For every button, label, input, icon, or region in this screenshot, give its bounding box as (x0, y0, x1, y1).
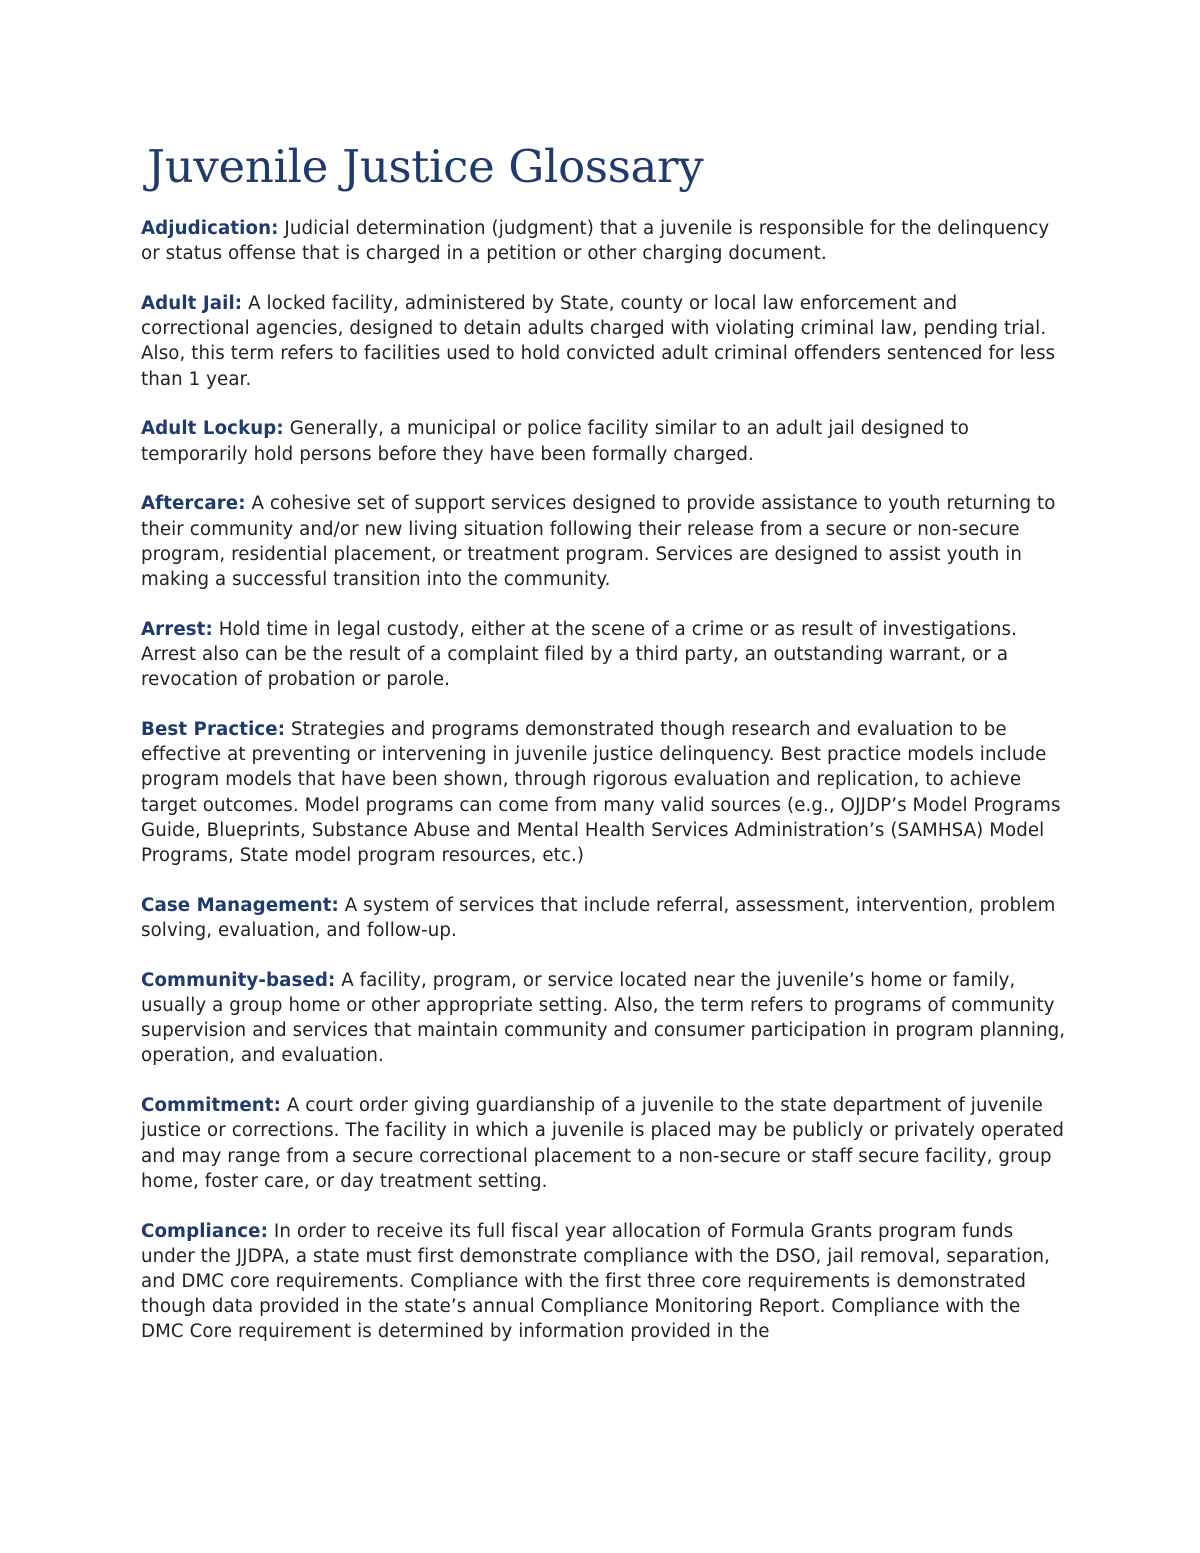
glossary-term: Adult Lockup: (141, 418, 284, 440)
glossary-definition: Judicial determination (judgment) that a juvenile is responsible for the delinquency or status offense that is charged in a petition or other charging document. (141, 218, 1050, 265)
glossary-definition: A facility, program, or service located near the juvenile’s home or family, usually a group home or other appropriate setting. Also, the term refers to programs of community supervision and services that maintain community and consumer participation in program planning, operation, and evaluation. (141, 969, 1066, 1067)
glossary-entry-adjudication (141, 216, 1066, 266)
glossary-definition: A system of services that include referral, assessment, intervention, problem solving, evaluation, and follow-up. (141, 894, 1056, 942)
glossary-definition: A cohesive set of support services designed to provide assistance to youth returning to their community and/or new living situation following their release from a secure or non-secure program, residential placement, or treatment program. Services are designed to assist youth in making a successful transition into the community. (141, 493, 1056, 591)
glossary-entry-aftercare (141, 491, 1066, 592)
glossary-definition: In order to receive its full fiscal year allocation of Formula Grants program funds under the JJDPA, a state must first demonstrate compliance with the DSO, jail removal, separation, and DMC core requirements. Compliance with the first three core requirements is demonstrated though data provided in the state’s annual Compliance Monitoring Report. Compliance with the DMC Core requirement is determined by information provided in the (141, 1220, 1051, 1343)
glossary-term: Community-based: (141, 969, 336, 991)
glossary-entry-commitment (141, 1093, 1066, 1194)
glossary-definition: Strategies and programs demonstrated though research and evaluation to be effective at preventing or intervening in juvenile justice delinquency. Best practice models include program models that have been shown, through rigorous evaluation and replication, to achieve target outcomes. Model programs can come from many valid sources (e.g., OJJDP’s Model Programs Guide, Blueprints, Substance Abuse and Mental Health Services Administration’s (SAMHSA) Model Programs, State model program resources, etc.) (141, 719, 1061, 867)
glossary-entry-community-based (141, 968, 1066, 1069)
glossary-term: Commitment: (141, 1095, 281, 1117)
page-title: Juvenile Justice Glossary (147, 140, 704, 193)
glossary-term: Adult Jail: (141, 293, 243, 314)
glossary-term: Arrest: (141, 618, 213, 640)
glossary-entry-adult-jail (141, 291, 1066, 392)
glossary-term: Compliance: (141, 1220, 268, 1242)
glossary-term: Adjudication: (141, 218, 279, 239)
glossary-entry-adult-lockup (141, 416, 1066, 466)
glossary-definition: Generally, a municipal or police facility similar to an adult jail designed to temporarily hold persons before they have been formally charged. (141, 418, 970, 465)
glossary-entry-compliance (141, 1219, 1066, 1345)
glossary-term: Best Practice: (141, 719, 286, 741)
glossary-entry-best-practice (141, 717, 1066, 868)
glossary-term: Aftercare: (141, 493, 246, 515)
glossary-definition: A court order giving guardianship of a juvenile to the state department of juvenile justice or corrections. The facility in which a juvenile is placed may be publicly or privately operated and may range from a secure correctional placement to a non-secure or staff secure facility, group home, foster care, or day treatment setting. (141, 1095, 1065, 1192)
glossary-entry-arrest (141, 617, 1066, 693)
glossary-definition: Hold time in legal custody, either at the scene of a crime or as result of investigations. Arrest also can be the result of a complaint filed by a third party, an outstanding warrant, or a revocation of probation or parole. (141, 618, 1018, 691)
document-page (141, 140, 1066, 1369)
glossary-entry-case-management (141, 893, 1066, 943)
glossary-term: Case Management: (141, 894, 339, 916)
glossary-definition: A locked facility, administered by State, county or local law enforcement and correctional agencies, designed to detain adults charged with violating criminal law, pending trial. Also, this term refers to facilities used to hold convicted adult criminal offenders sentenced for less than 1 year. (141, 293, 1056, 390)
